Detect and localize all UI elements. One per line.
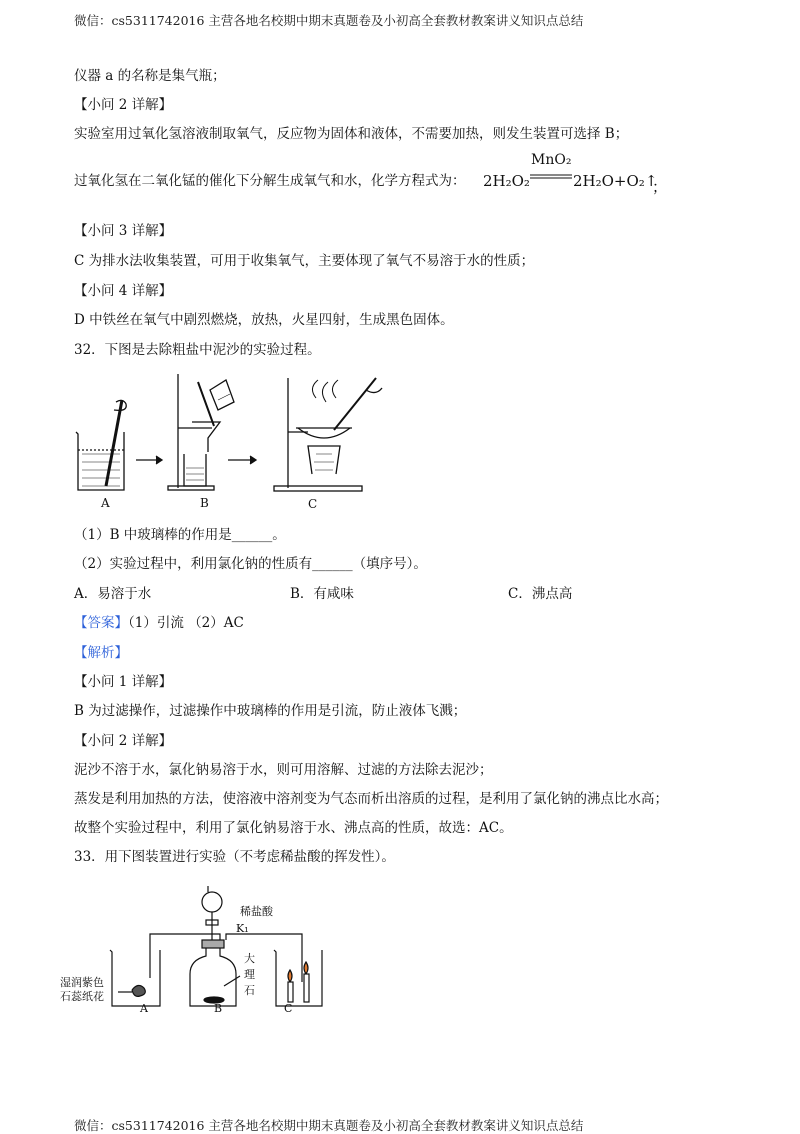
option-b: B．有咸味 bbox=[290, 586, 354, 602]
page-header: 微信：cs5311742016 主营各地名校期中期末真题卷及小初高全套教材教案讲义知识点总结 bbox=[74, 13, 584, 28]
text-line: B 为过滤操作，过滤操作中玻璃棒的作用是引流，防止液体飞溅； bbox=[74, 703, 467, 719]
section-heading: 【小问 2 详解】 bbox=[74, 733, 173, 749]
answer-text: （1）引流 （2）AC bbox=[128, 615, 244, 631]
question-32: 32．下图是去除粗盐中泥沙的实验过程。 bbox=[74, 342, 321, 358]
figure-33-label-a: A bbox=[140, 1002, 148, 1015]
text-line: 实验室用过氧化氢溶液制取氧气，反应物为固体和液体，不需要加热，则发生装置可选择 B； bbox=[74, 126, 629, 142]
text-line: 蒸发是利用加热的方法，使溶液中溶剂变为气态而析出溶质的过程，是利用了氯化钠的沸点比水高； bbox=[74, 791, 668, 807]
figure-33-label-c: C bbox=[284, 1002, 293, 1015]
label-flower-1: 湿润紫色 bbox=[60, 976, 104, 989]
sub-question-1: （1）B 中玻璃棒的作用是______。 bbox=[74, 527, 286, 543]
equation-end: ； bbox=[652, 178, 668, 196]
equation-arrow bbox=[530, 173, 572, 181]
figure-32-label-b: B bbox=[200, 496, 209, 510]
figure-32-label-a: A bbox=[101, 496, 110, 510]
text-line: C 为排水法收集装置，可用于收集氧气，主要体现了氧气不易溶于水的性质； bbox=[74, 253, 535, 269]
text-line: 泥沙不溶于水，氯化钠易溶于水，则可用溶解、过滤的方法除去泥沙； bbox=[74, 762, 493, 778]
question-33: 33．用下图装置进行实验（不考虑稀盐酸的挥发性）。 bbox=[74, 849, 395, 865]
page-footer: 微信：cs5311742016 主营各地名校期中期末真题卷及小初高全套教材教案讲义知识点总结 bbox=[74, 1118, 584, 1133]
section-heading: 【小问 2 详解】 bbox=[74, 97, 173, 113]
analysis-tag: 【解析】 bbox=[74, 645, 128, 661]
label-flower-2: 石蕊纸花 bbox=[60, 990, 104, 1003]
figure-33-apparatus bbox=[90, 882, 330, 1012]
label-acid: 稀盐酸 bbox=[240, 905, 273, 918]
chemical-equation bbox=[483, 172, 530, 190]
text-line: 过氧化氢在二氧化锰的催化下分解生成氧气和水，化学方程式为： bbox=[74, 173, 466, 189]
text-line: D 中铁丝在氧气中剧烈燃烧，放热，火星四射，生成黑色固体。 bbox=[74, 312, 454, 328]
equation-left: 2H₂O₂ bbox=[483, 172, 530, 190]
answer-line bbox=[74, 617, 244, 631]
label-valve: K₁ bbox=[236, 922, 249, 935]
section-heading: 【小问 1 详解】 bbox=[74, 674, 173, 690]
label-marble-2: 理 bbox=[244, 968, 255, 981]
sub-question-2: （2）实验过程中，利用氯化钠的性质有______（填序号）。 bbox=[74, 556, 427, 572]
figure-32-label-c: C bbox=[308, 497, 318, 511]
answer-tag: 【答案】 bbox=[74, 615, 128, 631]
equation-right: 2H₂O+O₂↑ bbox=[573, 172, 658, 190]
section-heading: 【小问 4 详解】 bbox=[74, 283, 173, 299]
label-marble-3: 石 bbox=[244, 984, 255, 997]
section-heading: 【小问 3 详解】 bbox=[74, 223, 173, 239]
figure-33-label-b: B bbox=[214, 1002, 223, 1015]
figure-32-salt-purification bbox=[70, 370, 390, 520]
text-line: 仪器 a 的名称是集气瓶； bbox=[74, 68, 226, 84]
label-marble-1: 大 bbox=[244, 952, 255, 965]
option-a: A．易溶于水 bbox=[74, 586, 152, 602]
equation-catalyst: MnO₂ bbox=[531, 152, 572, 168]
text-line: 故整个实验过程中，利用了氯化钠易溶于水、沸点高的性质，故选：AC。 bbox=[74, 820, 513, 836]
option-c: C．沸点高 bbox=[508, 586, 573, 602]
